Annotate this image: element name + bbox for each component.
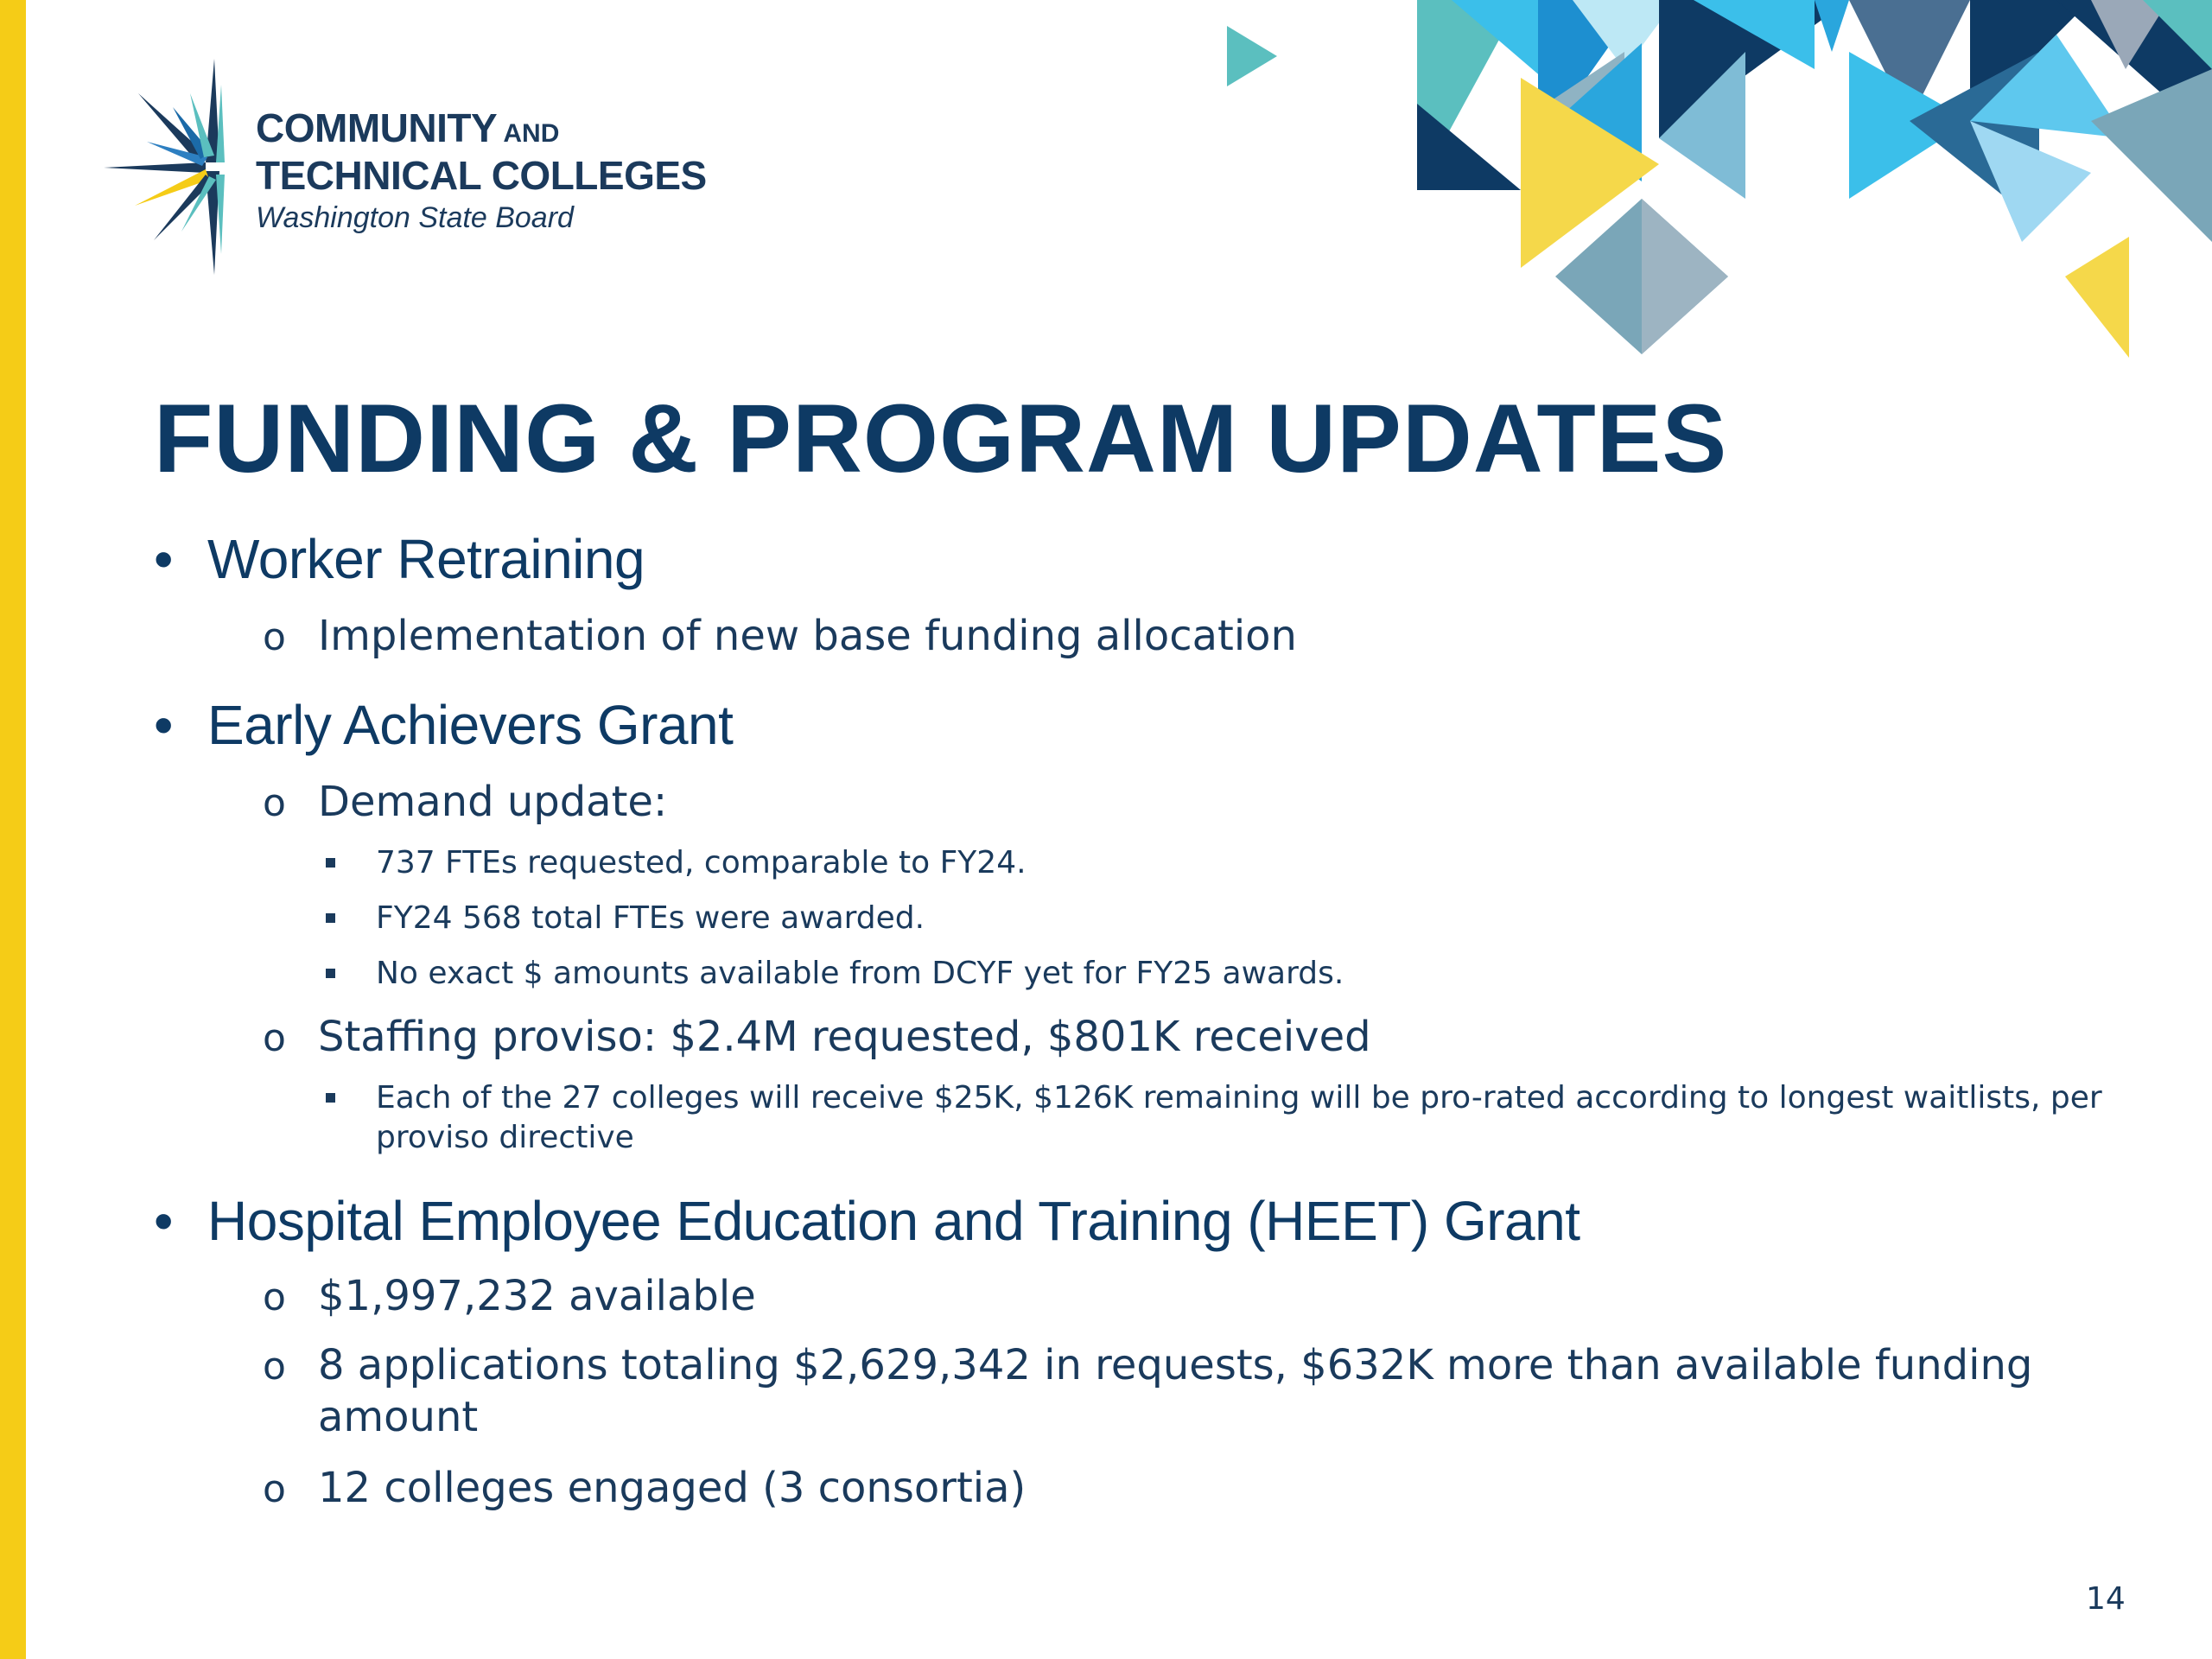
section-heading-worker-retraining: • Worker Retraining [154, 528, 645, 590]
section-heading-early-achievers: • Early Achievers Grant [154, 694, 734, 756]
starburst-icon [104, 59, 242, 283]
bullet-marker: • [154, 694, 173, 756]
page-number: 14 [2086, 1581, 2126, 1617]
bullet-marker: o [263, 1275, 286, 1319]
list-item: o Implementation of new base funding allocation [263, 610, 1297, 664]
slide-title: FUNDING & PROGRAM UPDATES [154, 385, 1728, 493]
list-item: o 8 applications totaling $2,629,342 in requests, $632K more than available funding amount [263, 1341, 2033, 1441]
list-item: o Staffing proviso: $2.4M requested, $801K received [263, 1011, 1371, 1065]
section-heading-heet-grant: • Hospital Employee Education and Training (HEET) Grant [154, 1190, 1580, 1252]
sub-list-item: No exact $ amounts available from DCYF yet for FY25 awards. [376, 954, 1344, 994]
list-item: o Demand update: [263, 776, 667, 830]
logo-line-community: COMMUNITY AND [256, 105, 560, 150]
sub-list-item: 737 FTEs requested, comparable to FY24. [376, 843, 1027, 883]
sbctc-logo [104, 59, 743, 283]
bullet-marker: o [263, 615, 286, 659]
square-bullet-icon [326, 969, 335, 978]
left-accent-bar [0, 0, 26, 1659]
bullet-marker: • [154, 1190, 173, 1252]
bullet-marker: o [263, 1016, 286, 1060]
logo-wordmark [256, 107, 707, 239]
sub-list-item: FY24 568 total FTEs were awarded. [376, 899, 925, 938]
list-item: o $1,997,232 available [263, 1270, 756, 1324]
decorative-triangles [1192, 0, 2212, 372]
bullet-marker: • [154, 528, 173, 590]
square-bullet-icon [326, 858, 335, 868]
bullet-marker: o [263, 1344, 286, 1389]
list-item: o 12 colleges engaged (3 consortia) [263, 1462, 1026, 1516]
logo-line-state-board: Washington State Board [256, 201, 574, 234]
square-bullet-icon [326, 1093, 335, 1103]
square-bullet-icon [326, 913, 335, 923]
bullet-marker: o [263, 1467, 286, 1511]
bullet-marker: o [263, 781, 286, 825]
sub-list-item: Each of the 27 colleges will receive $25K, $126K remaining will be pro-rated according to longest waitlists, per proviso directive [376, 1078, 2156, 1158]
logo-line-technical: TECHNICAL COLLEGES [256, 153, 707, 198]
